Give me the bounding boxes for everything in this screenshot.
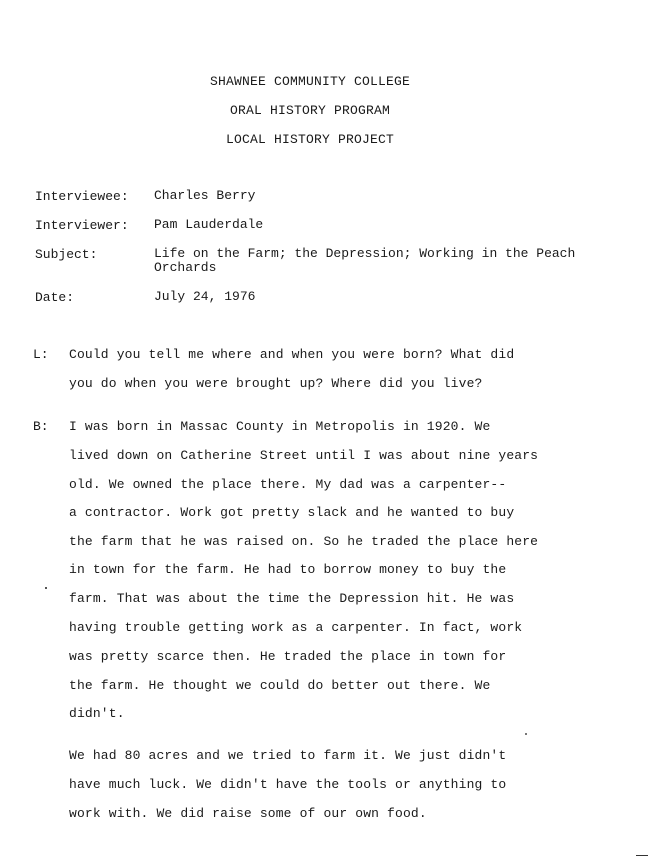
program-heading: ORAL HISTORY PROGRAM: [229, 103, 391, 118]
answer-line: old. We owned the place there. My dad was a carpenter--: [69, 477, 507, 492]
answer-line: having trouble getting work as a carpenter. In fact, work: [69, 620, 523, 635]
scan-edge-mark: [636, 855, 648, 856]
project-heading: LOCAL HISTORY PROJECT: [225, 132, 395, 147]
question-line: you do when you were brought up? Where did you live?: [69, 376, 483, 391]
answer-line: lived down on Catherine Street until I was about nine years: [69, 448, 539, 463]
college-name-heading: SHAWNEE COMMUNITY COLLEGE: [209, 74, 411, 89]
answer-line: a contractor. Work got pretty slack and he wanted to buy: [69, 505, 515, 520]
answer-line: We had 80 acres and we tried to farm it. We just didn't: [69, 748, 507, 763]
answer-line: the farm. He thought we could do better out there. We: [69, 678, 491, 693]
interviewee-label: Interviewee:: [35, 189, 129, 204]
answer-line: was pretty scarce then. He traded the place in town for: [69, 649, 507, 664]
interviewee-speaker-label: B:: [33, 419, 49, 434]
interviewee-value: Charles Berry: [154, 188, 256, 203]
subject-value: Life on the Farm; the Depression; Working in the Peach Orchards: [154, 246, 576, 275]
answer-line: farm. That was about the time the Depression hit. He was: [69, 591, 515, 606]
answer-line: work with. We did raise some of our own food.: [69, 806, 427, 821]
date-value: July 24, 1976: [154, 289, 256, 304]
subject-label: Subject:: [35, 247, 98, 262]
scan-speck: [525, 733, 527, 735]
interviewer-label: Interviewer:: [35, 218, 129, 233]
question-line: Could you tell me where and when you were born? What did: [69, 347, 515, 362]
answer-line: have much luck. We didn't have the tools or anything to: [69, 777, 507, 792]
answer-line: the farm that he was raised on. So he traded the place here: [69, 534, 539, 549]
interviewer-speaker-label: L:: [33, 347, 49, 362]
answer-line: in town for the farm. He had to borrow money to buy the: [69, 562, 507, 577]
answer-line: didn't.: [69, 706, 125, 721]
date-label: Date:: [35, 290, 75, 305]
answer-line: I was born in Massac County in Metropolis in 1920. We: [69, 419, 491, 434]
interviewer-value: Pam Lauderdale: [154, 217, 264, 232]
scan-speck: [45, 587, 47, 589]
